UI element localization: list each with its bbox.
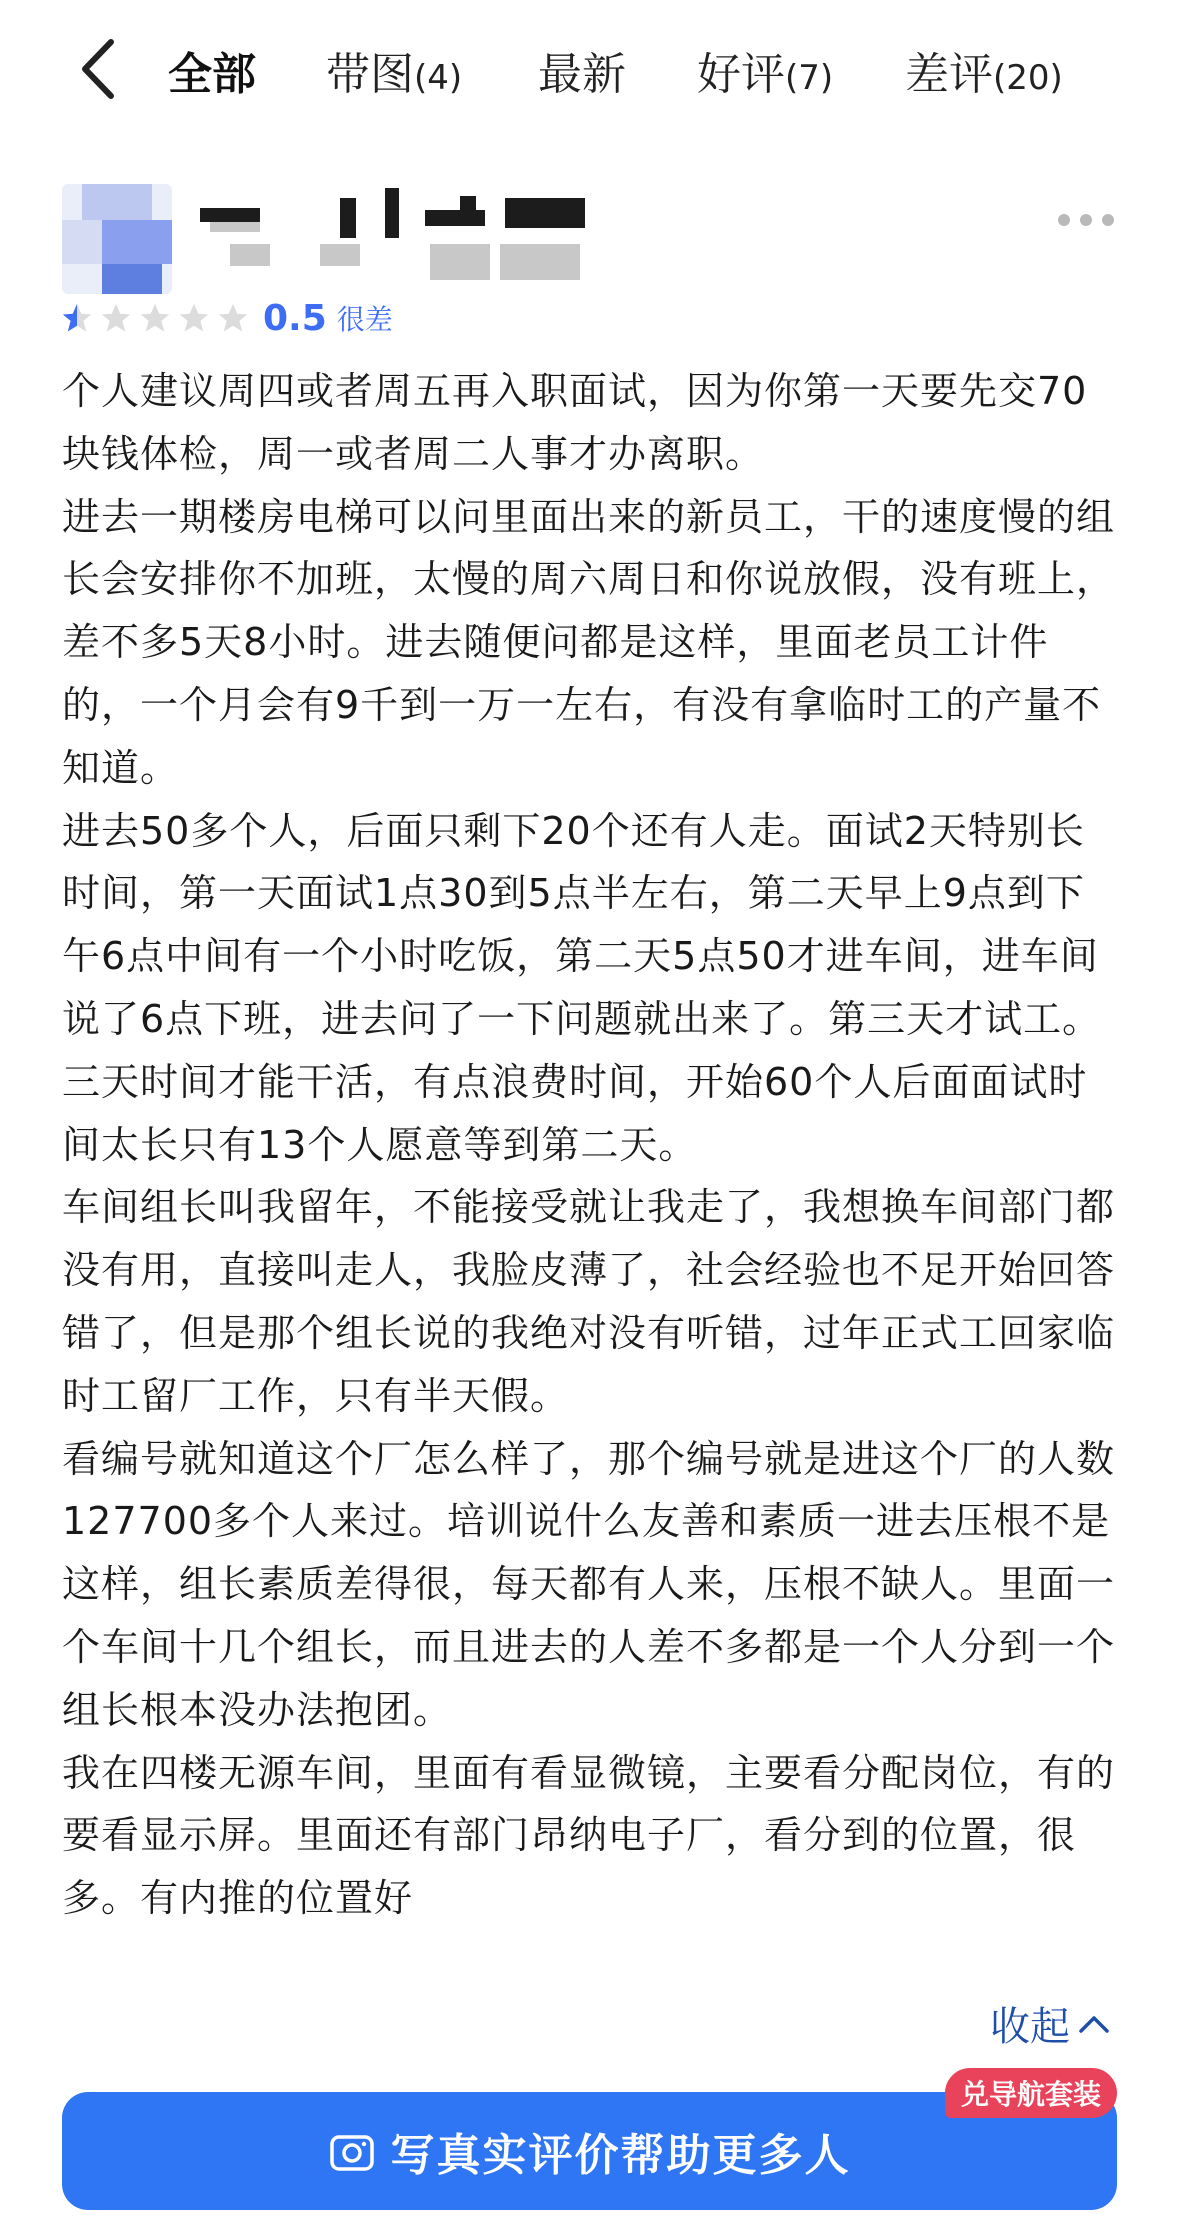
promo-badge <box>945 2068 1117 2118</box>
star-empty-icon <box>177 301 211 335</box>
dot-icon <box>1102 214 1114 226</box>
write-review-label: 写真实评价帮助更多人 <box>390 2130 851 2181</box>
tab-latest-label: 最新 <box>538 49 626 100</box>
review-paragraph: 进去一期楼房电梯可以问里面出来的新员工，干的速度慢的组长会安排你不加班，太慢的周六周日和你说放假，没有班上，差不多5天8小时。进去随便问都是这样，里面老员工计件的，一个月会有9千到一万一左右，有没有拿临时工的产量不知道。 <box>62 494 1116 790</box>
tab-with-images-count: (4) <box>414 58 463 98</box>
tab-negative-count: (20) <box>993 58 1063 98</box>
star-empty-icon <box>216 301 250 335</box>
back-button[interactable] <box>72 34 122 104</box>
chevron-left-icon <box>79 38 115 100</box>
collapse-button[interactable] <box>990 1995 1110 2052</box>
tab-negative[interactable] <box>905 38 1063 102</box>
rating-score: 0.5 <box>263 297 327 339</box>
dot-icon <box>1058 214 1070 226</box>
promo-badge-label: 兑导航套装 <box>961 2078 1102 2111</box>
tab-latest[interactable] <box>538 38 626 102</box>
review-paragraph: 看编号就知道这个厂怎么样了，那个编号就是进这个厂的人数127700多个人来过。培训说什么友善和素质一进去压根不是这样，组长素质差得很，每天都有人来，压根不缺人。里面一个车间十几个组长，而且进去的人差不多都是一个人分到一个组长根本没办法抱团。 <box>62 1436 1116 1732</box>
tab-positive-count: (7) <box>785 58 834 98</box>
tab-with-images[interactable] <box>326 38 462 102</box>
star-empty-icon <box>99 301 133 335</box>
filter-tab-bar <box>0 0 1179 140</box>
reviewer-name-pixelated <box>200 188 590 288</box>
tab-positive-label: 好评 <box>697 49 785 100</box>
star-empty-icon <box>138 301 172 335</box>
tab-negative-label: 差评 <box>905 49 993 100</box>
review-paragraph: 个人建议周四或者周五再入职面试，因为你第一天要先交70块钱体检，周一或者周二人事才办离职。 <box>62 369 1088 476</box>
review-paragraph: 进去50多个人，后面只剩下20个还有人走。面试2天特别长时间，第一天面试1点30到5点半左右，第二天早上9点到下午6点中间有一个小时吃饭，第二天5点50才进车间，进车间说了6点下班，进去问了一下问题就出来了。第三天才试工。三天时间才能干活，有点浪费时间，开始60个人后面面试时间太长只有13个人愿意等到第二天。 <box>62 808 1102 1167</box>
collapse-label: 收起 <box>990 2004 1070 2050</box>
review-body <box>62 360 1122 1930</box>
rating-label: 很差 <box>336 303 393 336</box>
tab-all[interactable] <box>168 38 256 102</box>
tab-all-label: 全部 <box>168 49 256 100</box>
star-half-icon <box>60 301 94 335</box>
review-rating <box>60 298 393 338</box>
tab-with-images-label: 带图 <box>326 49 414 100</box>
review-paragraph: 车间组长叫我留年，不能接受就让我走了，我想换车间部门都没有用，直接叫走人，我脸皮薄了，社会经验也不足开始回答错了，但是那个组长说的我绝对没有听错，过年正式工回家临时工留厂工作，只有半天假。 <box>62 1185 1116 1418</box>
chevron-up-icon <box>1078 2014 1110 2034</box>
more-options-button[interactable] <box>1058 205 1114 235</box>
review-paragraph: 我在四楼无源车间，里面有看显微镜，主要看分配岗位，有的要看显示屏。里面还有部门昂纳电子厂，看分到的位置，很多。有内推的位置好 <box>62 1750 1116 1921</box>
dot-icon <box>1080 214 1092 226</box>
camera-icon <box>329 2130 375 2172</box>
avatar[interactable] <box>62 184 172 294</box>
tab-positive[interactable] <box>697 38 833 102</box>
